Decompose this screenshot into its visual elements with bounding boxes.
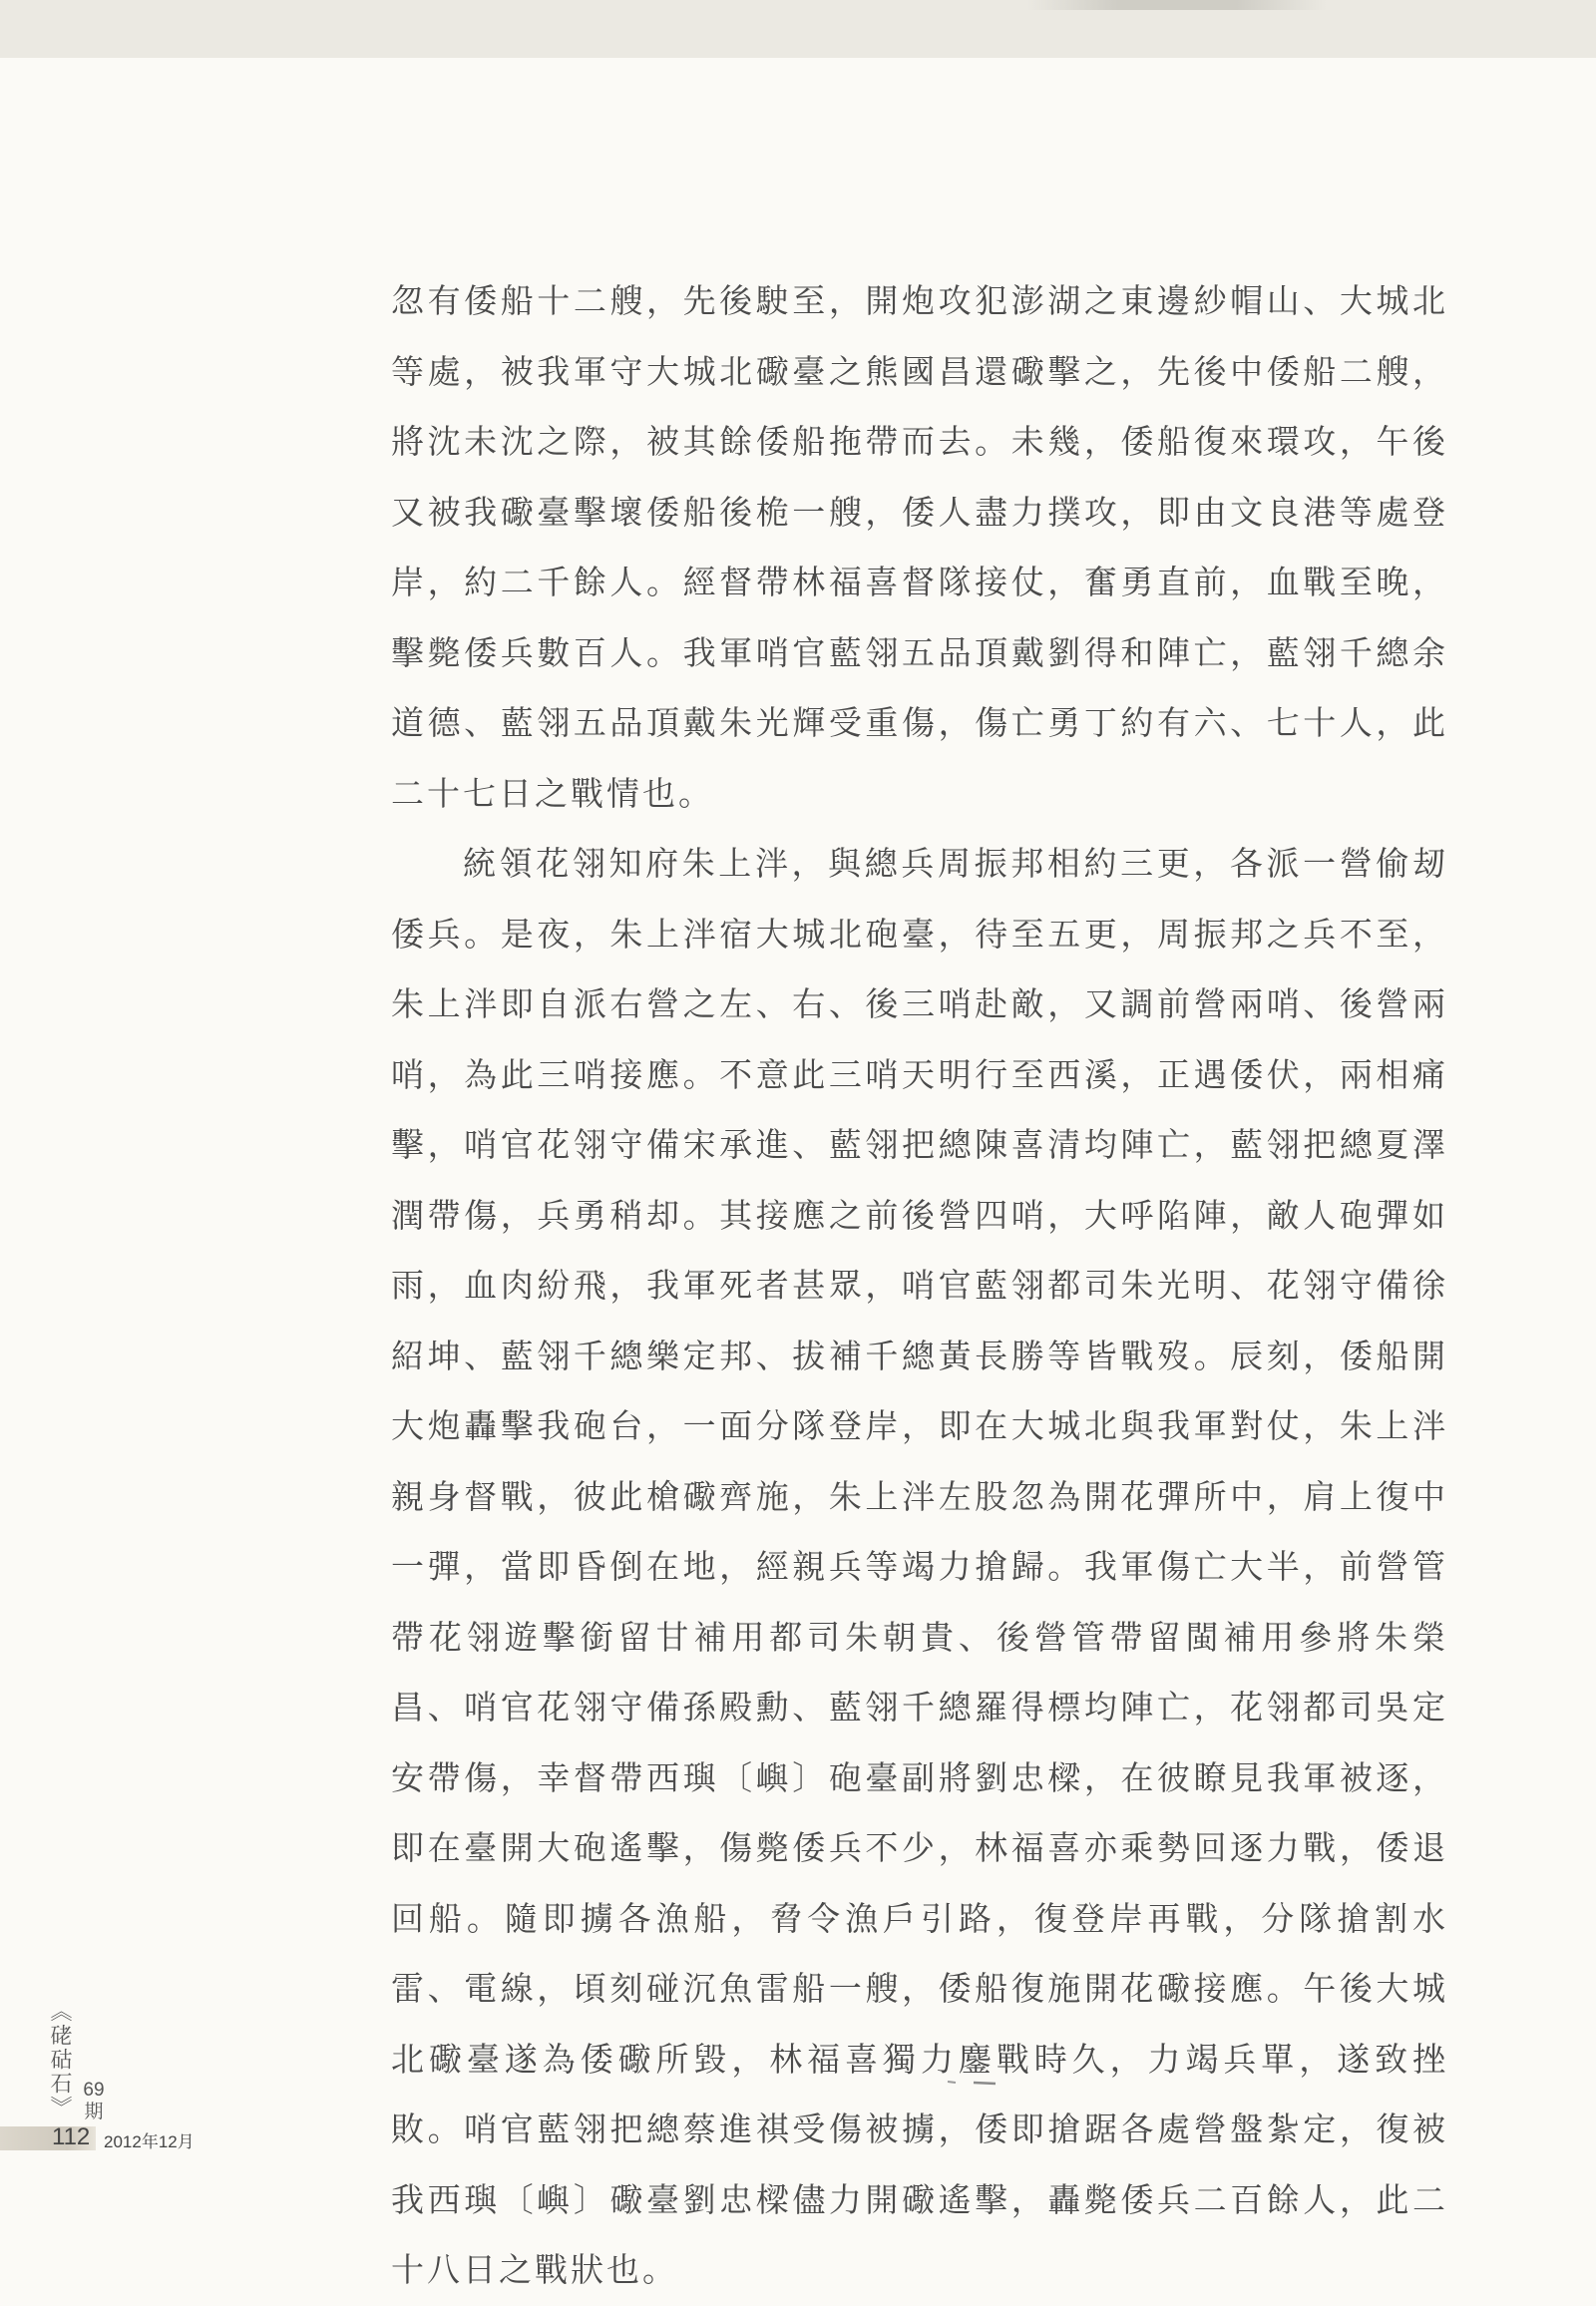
paragraph-battle-28th: 統領花翎知府朱上泮，與總兵周振邦相約三更，各派一營偷刼倭兵。是夜，朱上泮宿大城北砲臺，待至五更，周振邦之兵不至，朱上泮即自派右營之左、右、後三哨赴敵，又調前營兩哨、後營兩哨，為此三哨接應。不意此三哨天明行至西溪，正遇倭伏，兩相痛擊，哨官花翎守備宋承進、藍翎把總陳喜清均陣亡，藍翎把總夏澤潤帶傷，兵勇稍却。其接應之前後營四哨，大呼陷陣，敵人砲彈如雨，血肉紛飛，我軍死者甚眾，哨官藍翎都司朱光明、花翎守備徐紹坤、藍翎千總樂定邦、拔補千總黃長勝等皆戰歿。辰刻，倭船開大炮轟擊我砲台，一面分隊登岸，即在大城北與我軍對仗，朱上泮親身督戰，彼此槍礮齊施，朱上泮左股忽為開花彈所中，肩上復中一彈，當即昏倒在地，經親兵等竭力搶歸。我軍傷亡大半，前營管帶花翎遊擊銜留甘補用都司朱朝貴、後營管帶留閩補用參將朱榮昌、哨官花翎守備孫殿勳、藍翎千總羅得標均陣亡，花翎都司吳定安帶傷，幸督帶西璵〔嶼〕砲臺副將劉忠樑，在彼瞭見我軍被逐，即在臺開大砲遙擊，傷斃倭兵不少，林福喜亦乘勢回逐力戰，倭退回船。隨即擄各漁船，脅令漁戶引路，復登岸再戰，分隊搶割水雷、電線，頃刻碰沉魚雷船一艘，倭船復施開花礮接應。午後大城北礮臺遂為倭礮所毀，林福喜獨力鏖戰時久，力竭兵單，遂致挫敗。哨官藍翎把總蔡進祺受傷被擄，倭即搶踞各處營盤紮定，復被我西璵〔嶼〕礮臺劉忠樑儘力開礮遙擊，轟斃倭兵二百餘人，此二十八日之戰狀也。: [391, 844, 1448, 2289]
smudge-mark-left: [948, 2082, 956, 2083]
scan-header-mark: [1027, 0, 1327, 10]
issue-number-block: [80, 2080, 108, 2123]
issue-label: 期: [84, 2102, 104, 2122]
journal-sidebar: [44, 2000, 233, 2189]
journal-name: 《硓𥑮石》: [47, 2000, 72, 2119]
issue-date: 2012年12月: [104, 2132, 195, 2151]
scan-smudge: [946, 2077, 1003, 2087]
smudge-mark-right: [974, 2083, 996, 2084]
paragraph-battle-27th: 忽有倭船十二艘，先後駛至，開炮攻犯澎湖之東邊紗帽山、大城北等處，被我軍守大城北礮臺之熊國昌還礮擊之，先後中倭船二艘，將沈未沈之際，被其餘倭船拖帶而去。未幾，倭船復來環攻，午後又被我礮臺擊壞倭船後桅一艘，倭人盡力撲攻，即由文良港等處登岸，約二千餘人。經督帶林福喜督隊接仗，奮勇直前，血戰至晚，擊斃倭兵數百人。我軍哨官藍翎五品頂戴劉得和陣亡，藍翎千總余道德、藍翎五品頂戴朱光輝受重傷，傷亡勇丁約有六、七十人，此二十七日之戰情也。: [391, 281, 1448, 813]
scan-top-strip: [0, 0, 1596, 58]
page-number: 112: [52, 2123, 91, 2150]
issue-number: 69: [83, 2080, 105, 2101]
article-body: [391, 266, 1448, 2306]
